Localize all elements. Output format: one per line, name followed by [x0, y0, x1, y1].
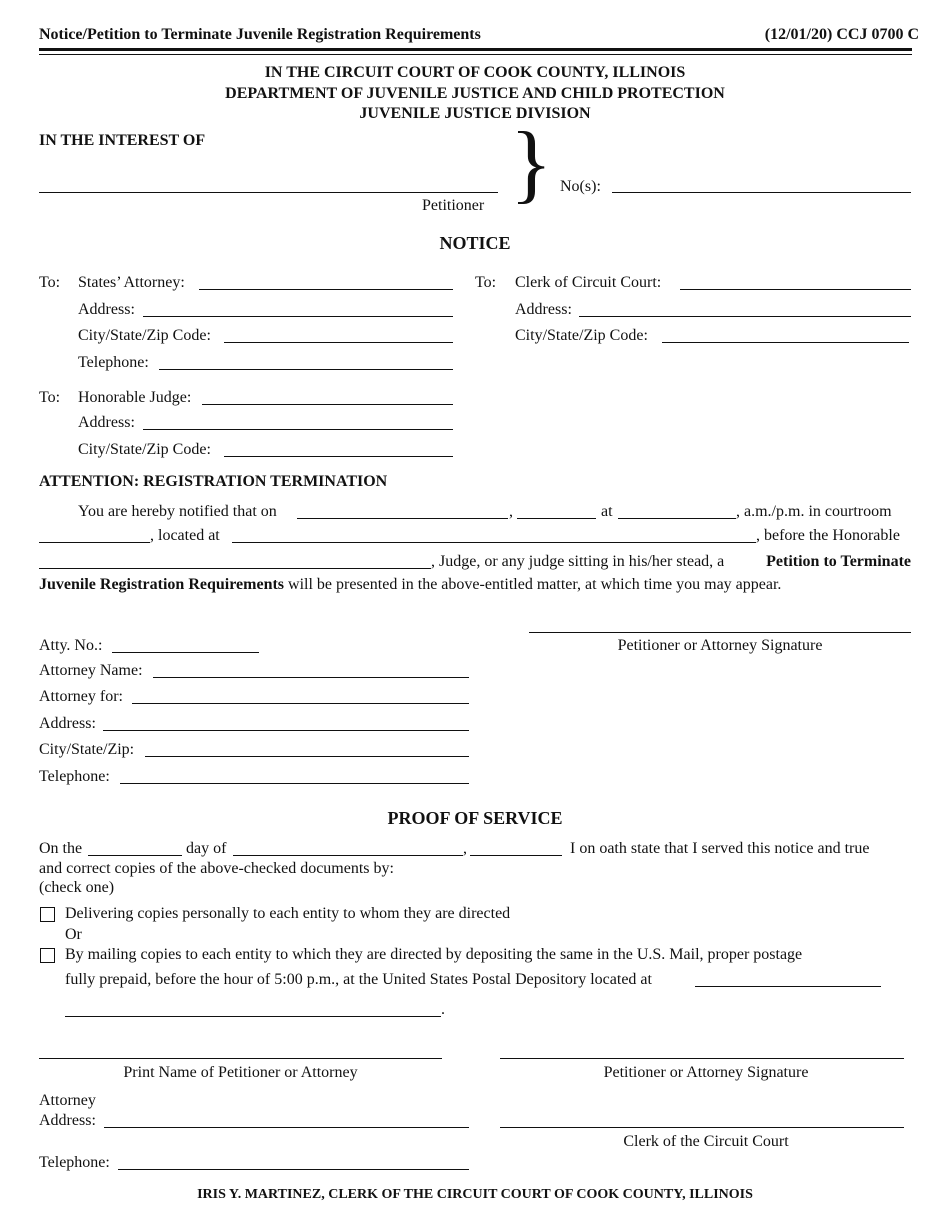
atty-city-line[interactable]: [145, 756, 469, 757]
proof-line-2: and correct copies of the above-checked documents by:: [39, 860, 394, 877]
to-label-3: To:: [39, 389, 61, 406]
proof-address-line[interactable]: [104, 1127, 469, 1128]
notice-text-3-bold: Petition to Terminate: [766, 553, 911, 570]
service-month-line[interactable]: [233, 855, 463, 856]
sa-telephone-label: Telephone:: [78, 354, 149, 371]
atty-no-line[interactable]: [112, 652, 259, 653]
hearing-year-line[interactable]: [517, 518, 596, 519]
notice-comma: ,: [509, 503, 513, 520]
case-number-line[interactable]: [612, 192, 911, 193]
print-name-line[interactable]: [39, 1058, 442, 1059]
footer-clerk: IRIS Y. MARTINEZ, CLERK OF THE CIRCUIT COURT OF COOK COUNTY, ILLINOIS: [197, 1187, 753, 1202]
mail-copies-checkbox[interactable]: [40, 948, 55, 963]
location-line[interactable]: [232, 542, 756, 543]
proof-comma: ,: [463, 840, 467, 857]
judge-address-label: Address:: [78, 414, 135, 431]
judge-city-line[interactable]: [224, 456, 453, 457]
sa-address-line[interactable]: [143, 316, 453, 317]
sa-telephone-line[interactable]: [159, 369, 453, 370]
states-attorney-label: States’ Attorney:: [78, 274, 185, 291]
court-line-3: JUVENILE JUSTICE DIVISION: [359, 105, 591, 122]
courtroom-line[interactable]: [39, 542, 150, 543]
signature-line-1[interactable]: [529, 632, 911, 633]
attorney-name-line[interactable]: [153, 677, 469, 678]
proof-on-the: On the: [39, 840, 83, 857]
notice-at: at: [601, 503, 613, 520]
clerk-label: Clerk of Circuit Court:: [515, 274, 662, 291]
judge-label: Honorable Judge:: [78, 389, 192, 406]
signature-caption-1: Petitioner or Attorney Signature: [617, 637, 823, 654]
caption-brace: }: [510, 115, 553, 212]
notice-text-1b: , a.m./p.m. in courtroom: [736, 503, 892, 520]
judge-city-label: City/State/Zip Code:: [78, 441, 211, 458]
court-line-2: DEPARTMENT OF JUVENILE JUSTICE AND CHILD PROTECTION: [225, 85, 725, 102]
attention-heading: ATTENTION: REGISTRATION TERMINATION: [39, 473, 388, 490]
clerk-city-label: City/State/Zip Code:: [515, 327, 648, 344]
hearing-date-line[interactable]: [297, 518, 508, 519]
judge-address-line[interactable]: [143, 429, 453, 430]
signature-caption-2: Petitioner or Attorney Signature: [603, 1064, 809, 1081]
atty-address-label: Address:: [39, 715, 96, 732]
to-label-2: To:: [475, 274, 497, 291]
option-or: Or: [65, 926, 82, 943]
clerk-city-line[interactable]: [662, 342, 909, 343]
notice-text-3a: , Judge, or any judge sitting in his/her stead, a: [431, 553, 725, 570]
to-label-1: To:: [39, 274, 61, 291]
header-rule-thick: [39, 48, 912, 51]
atty-telephone-label: Telephone:: [39, 768, 110, 785]
petitioner-name-line[interactable]: [39, 192, 498, 193]
atty-no-label: Atty. No.:: [39, 637, 103, 654]
proof-heading: PROOF OF SERVICE: [387, 808, 563, 828]
atty-address-line[interactable]: [103, 730, 469, 731]
states-attorney-line[interactable]: [199, 289, 453, 290]
deliver-personally-checkbox[interactable]: [40, 907, 55, 922]
judge-name-line[interactable]: [39, 568, 431, 569]
notice-text-4-bold: Juvenile Registration Requirements: [39, 576, 285, 593]
depository-period: .: [441, 1001, 445, 1018]
notice-text-2a: , located at: [150, 527, 220, 544]
sa-address-label: Address:: [78, 301, 135, 318]
option-1-text: Delivering copies personally to each entity to whom they are directed: [65, 905, 511, 922]
form-code: (12/01/20) CCJ 0700 C: [764, 26, 919, 43]
atty-city-label: City/State/Zip:: [39, 741, 135, 758]
case-number-label: No(s):: [560, 178, 601, 195]
attorney-for-line[interactable]: [132, 703, 469, 704]
court-line-1: IN THE CIRCUIT COURT OF COOK COUNTY, ILLINOIS: [264, 64, 686, 81]
proof-check-one: (check one): [39, 879, 115, 896]
print-name-caption: Print Name of Petitioner or Attorney: [123, 1064, 358, 1081]
depository-line-2[interactable]: [65, 1016, 441, 1017]
clerk-address-label: Address:: [515, 301, 572, 318]
interest-of-label: IN THE INTEREST OF: [39, 132, 206, 149]
proof-address-label: Address:: [39, 1112, 96, 1129]
judge-line[interactable]: [202, 404, 453, 405]
option-2-text-a: By mailing copies to each entity to which they are directed by depositing the same in the U.S. Mail, proper postage: [65, 946, 803, 963]
attorney-name-label: Attorney Name:: [39, 662, 143, 679]
option-2-text-b: fully prepaid, before the hour of 5:00 p.m., at the United States Postal Depository located at: [65, 971, 652, 988]
notice-text-2b: , before the Honorable: [756, 527, 900, 544]
petitioner-label: Petitioner: [422, 197, 485, 214]
proof-day-of: day of: [186, 840, 227, 857]
sa-city-label: City/State/Zip Code:: [78, 327, 211, 344]
clerk-caption: Clerk of the Circuit Court: [623, 1133, 789, 1150]
sa-city-line[interactable]: [224, 342, 453, 343]
header-rule-thin: [39, 54, 912, 55]
signature-line-2[interactable]: [500, 1058, 904, 1059]
notice-text-4-rest: will be presented in the above-entitled matter, at which time you may appear.: [284, 576, 782, 593]
clerk-address-line[interactable]: [579, 316, 911, 317]
proof-telephone-line[interactable]: [118, 1169, 469, 1170]
attorney-for-label: Attorney for:: [39, 688, 123, 705]
depository-line-1[interactable]: [695, 986, 881, 987]
clerk-line[interactable]: [680, 289, 911, 290]
proof-oath: I on oath state that I served this notice and true: [570, 840, 870, 857]
service-day-line[interactable]: [88, 855, 182, 856]
service-year-line[interactable]: [470, 855, 562, 856]
proof-telephone-label: Telephone:: [39, 1154, 110, 1171]
atty-telephone-line[interactable]: [120, 783, 469, 784]
clerk-signature-line[interactable]: [500, 1127, 904, 1128]
hearing-time-line[interactable]: [618, 518, 736, 519]
form-title: Notice/Petition to Terminate Juvenile Registration Requirements: [39, 26, 481, 43]
proof-attorney-label: Attorney: [39, 1092, 96, 1109]
notice-heading: NOTICE: [439, 233, 511, 253]
notice-text-1a: You are hereby notified that on: [78, 503, 277, 520]
